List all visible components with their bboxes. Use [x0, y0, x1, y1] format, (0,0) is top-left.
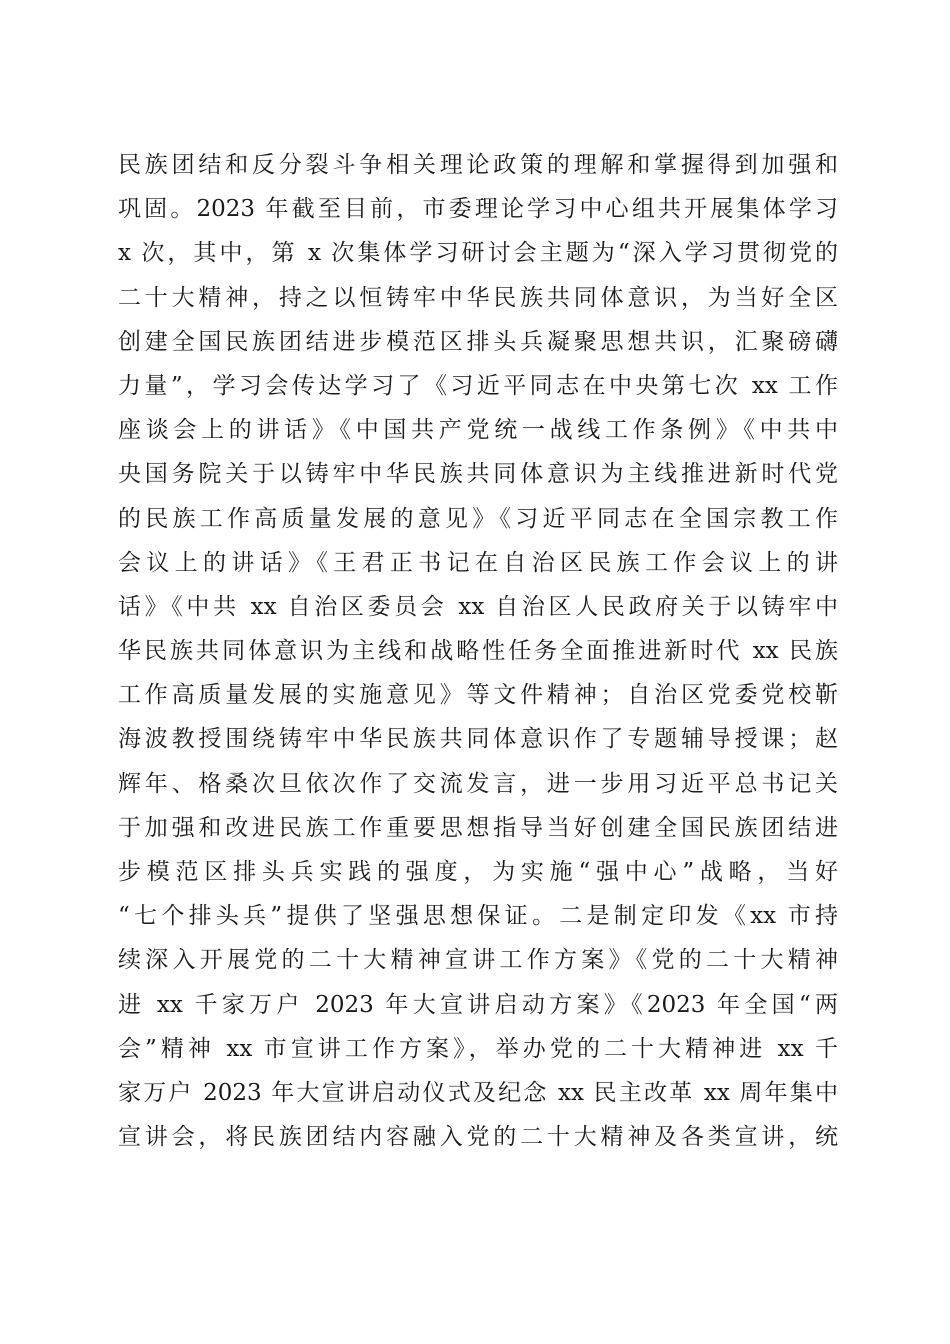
text-line: 工作高质量发展的实施意见》等文件精神；自治区党委党校靳: [118, 682, 838, 709]
text-line: 海波教授围绕铸牢中华民族共同体意识作了专题辅导授课；赵: [118, 726, 838, 753]
text-line: 民族团结和反分裂斗争相关理论政策的理解和掌握得到加强和: [118, 152, 838, 178]
text-line: 辉年、格桑次旦依次作了交流发言，进一步用习近平总书记关: [118, 770, 838, 797]
text-line: 央国务院关于以铸牢中华民族共同体意识为主线推进新时代党: [118, 461, 838, 488]
text-line: 进 xx 千家万户 2023 年大宣讲启动方案》《2023 年全国“两: [118, 991, 838, 1018]
text-line: 会”精神 xx 市宣讲工作方案》，举办党的二十大精神进 xx 千: [118, 1035, 838, 1062]
text-line: 于加强和改进民族工作重要思想指导当好创建全国民族团结进: [118, 814, 838, 841]
text-line: 创建全国民族团结进步模范区排头兵凝聚思想共识，汇聚磅礴: [118, 328, 838, 355]
text-line: 的民族工作高质量发展的意见》《习近平同志在全国宗教工作: [118, 505, 838, 532]
text-line: 宣讲会，将民族团结内容融入党的二十大精神及各类宣讲，统: [118, 1124, 838, 1151]
body-text: [118, 143, 838, 1159]
text-line: 力量”，学习会传达学习了《习近平同志在中央第七次 xx 工作: [118, 372, 838, 399]
text-line: 华民族共同体意识为主线和战略性任务全面推进新时代 xx 民族: [118, 638, 838, 665]
text-line: “七个排头兵”提供了坚强思想保证。二是制定印发《xx 市持: [118, 903, 838, 930]
text-line: x 次，其中，第 x 次集体学习研讨会主题为“深入学习贯彻党的: [118, 240, 838, 267]
text-line: 步模范区排头兵实践的强度，为实施“强中心”战略，当好: [118, 859, 838, 885]
text-line: 话》《中共 xx 自治区委员会 xx 自治区人民政府关于以铸牢中: [118, 593, 838, 620]
text-line: 续深入开展党的二十大精神宣讲工作方案》《党的二十大精神: [118, 947, 838, 974]
text-line: 巩固。2023 年截至目前，市委理论学习中心组共开展集体学习: [118, 196, 838, 223]
text-line: 会议上的讲话》《王君正书记在自治区民族工作会议上的讲: [118, 549, 838, 576]
text-line: 家万户 2023 年大宣讲启动仪式及纪念 xx 民主改革 xx 周年集中: [118, 1079, 838, 1106]
text-line: 二十大精神，持之以恒铸牢中华民族共同体意识，为当好全区: [118, 284, 838, 311]
text-line: 座谈会上的讲话》《中国共产党统一战线工作条例》《中共中: [118, 417, 838, 444]
